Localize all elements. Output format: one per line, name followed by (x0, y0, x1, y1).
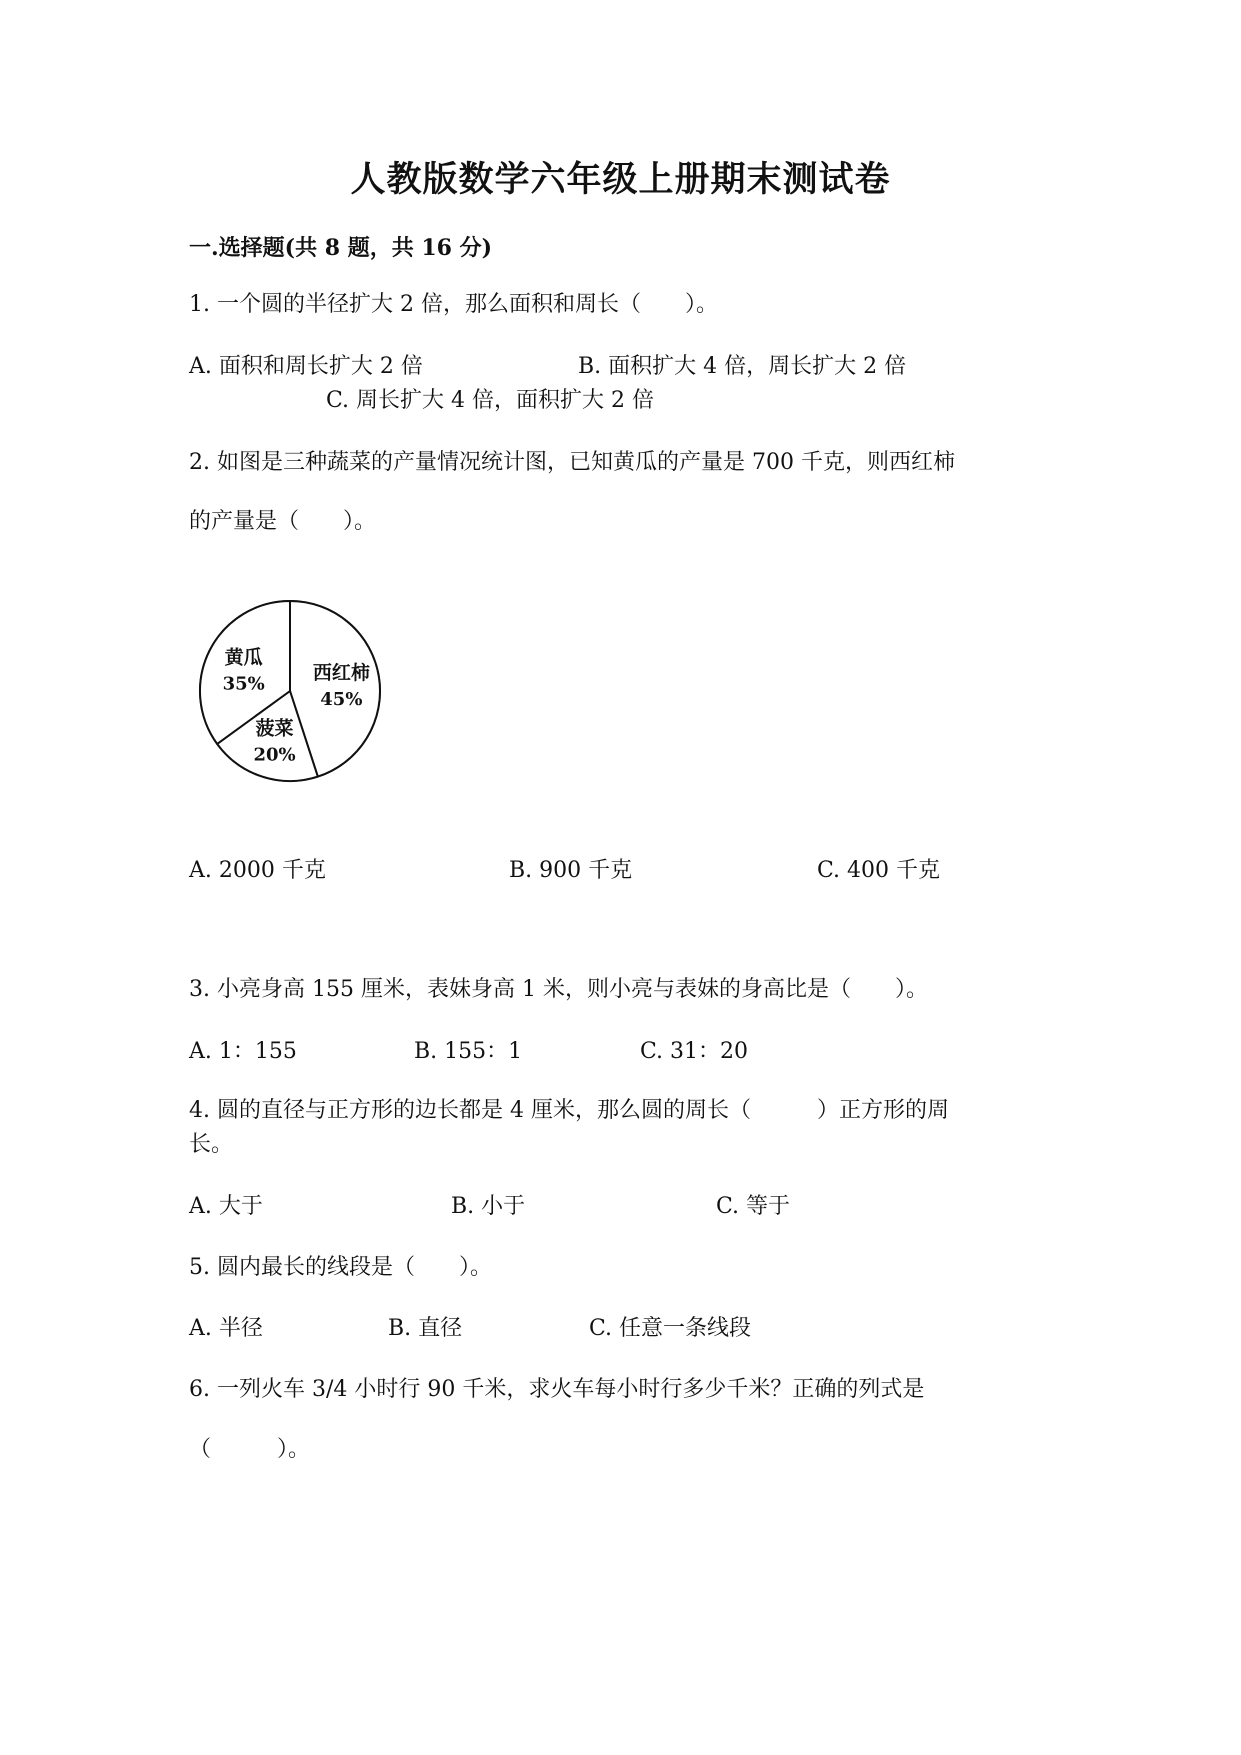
q3-option-b: B. 155：1 (414, 1039, 523, 1064)
q3-stem: 3. 小亮身高 155 厘米，表妹身高 1 米，则小亮与表妹的身高比是（ ）。 (189, 977, 928, 1002)
q5-option-b: B. 直径 (388, 1316, 463, 1341)
pie-value-label-spinach: 20% (253, 744, 296, 766)
q5-option-c: C. 任意一条线段 (589, 1316, 752, 1341)
q4-stem-line2: 长。 (189, 1132, 234, 1157)
q2-option-a: A. 2000 千克 (189, 858, 326, 883)
pie-value-label-tomato: 45% (320, 688, 363, 710)
q4-stem-line1: 4. 圆的直径与正方形的边长都是 4 厘米，那么圆的周长（ ）正方形的周 (189, 1098, 949, 1123)
q5-stem: 5. 圆内最长的线段是（ ）。 (189, 1255, 492, 1280)
q1-option-c: C. 周长扩大 4 倍，面积扩大 2 倍 (326, 388, 655, 413)
q1-option-b: B. 面积扩大 4 倍，周长扩大 2 倍 (578, 354, 907, 379)
q6-stem-line1: 6. 一列火车 3/4 小时行 90 千米，求火车每小时行多少千米？正确的列式是 (189, 1377, 925, 1402)
section-heading: 一.选择题(共 8 题，共 16 分) (189, 235, 493, 261)
q5-option-a: A. 半径 (189, 1316, 263, 1341)
q4-option-c: C. 等于 (716, 1194, 791, 1219)
pie-label-tomato: 西红柿 (312, 661, 370, 684)
pie-label-cucumber: 黄瓜 (224, 646, 263, 669)
q2-option-c: C. 400 千克 (817, 858, 941, 883)
q3-option-c: C. 31：20 (640, 1039, 749, 1064)
q2-stem-line1: 2. 如图是三种蔬菜的产量情况统计图，已知黄瓜的产量是 700 千克，则西红柿 (189, 450, 955, 475)
q1-stem: 1. 一个圆的半径扩大 2 倍，那么面积和周长（ ）。 (189, 292, 718, 317)
page-title: 人教版数学六年级上册期末测试卷 (350, 159, 891, 200)
q1-option-a: A. 面积和周长扩大 2 倍 (189, 354, 423, 379)
q2-option-b: B. 900 千克 (509, 858, 633, 883)
pie-chart (190, 591, 390, 791)
pie-value-label-cucumber: 35% (222, 673, 265, 695)
q6-stem-line2: （ ）。 (189, 1437, 311, 1462)
q2-stem-line2: 的产量是（ ）。 (189, 509, 377, 534)
q3-option-a: A. 1：155 (189, 1039, 297, 1064)
q4-option-b: B. 小于 (451, 1194, 526, 1219)
pie-label-spinach: 菠菜 (255, 717, 294, 740)
q4-option-a: A. 大于 (189, 1194, 263, 1219)
